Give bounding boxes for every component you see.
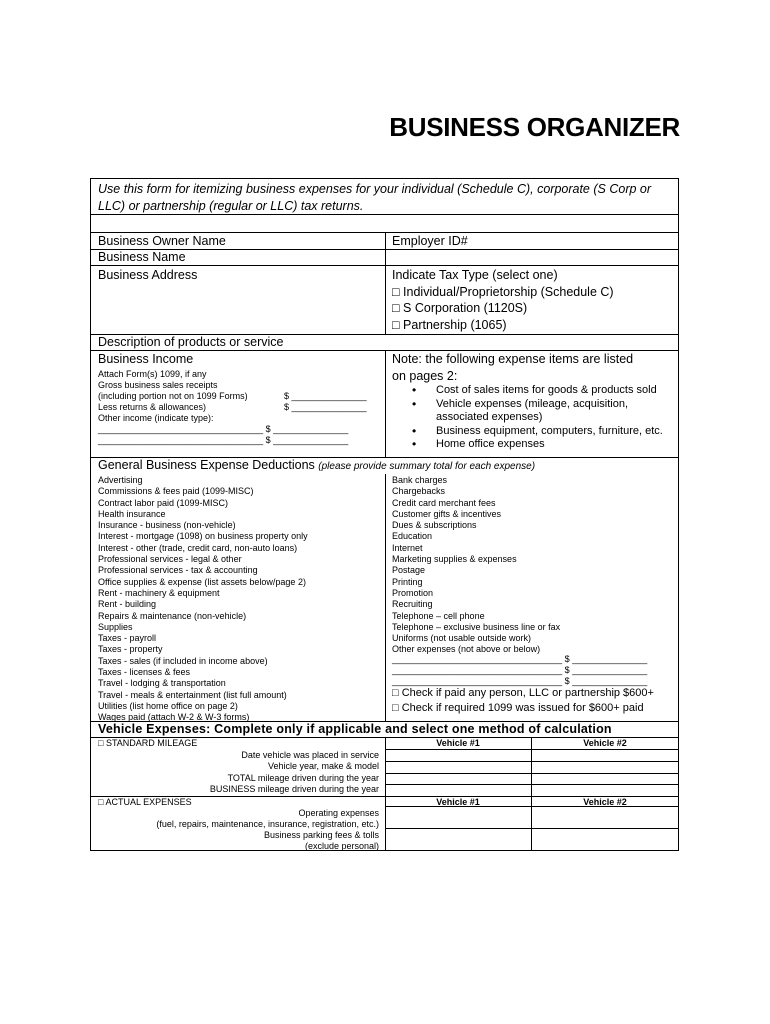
right-expense-list bbox=[392, 475, 560, 656]
list-item: associated expenses) bbox=[436, 411, 543, 423]
list-item: Interest - mortgage (1098) on business property only bbox=[98, 531, 308, 542]
list-item: Uniforms (not usable outside work) bbox=[392, 633, 532, 644]
vehicle-1-header: Vehicle #1 bbox=[436, 797, 480, 807]
list-item: • Business equipment, computers, furniture, etc. bbox=[392, 425, 663, 439]
list-item: Commissions & fees paid (1099-MISC) bbox=[98, 486, 254, 497]
list-item: Wages paid (attach W-2 & W-3 forms) bbox=[98, 712, 250, 723]
vehicle-row-label: Vehicle year, make & model bbox=[267, 761, 379, 771]
vehicle-1-header: Vehicle #1 bbox=[436, 738, 480, 748]
list-item: Education bbox=[392, 531, 433, 542]
list-item: Taxes - property bbox=[98, 644, 163, 655]
list-item: Insurance - business (non-vehicle) bbox=[98, 520, 236, 531]
list-item: Travel - meals & entertainment (list full amount) bbox=[98, 689, 287, 700]
list-item: Rent - building bbox=[98, 599, 157, 610]
note-list bbox=[392, 384, 663, 452]
other-income-field-2[interactable]: _________________________________ $ _______________ bbox=[98, 435, 349, 445]
list-item: Recruiting bbox=[392, 599, 433, 610]
list-item: Taxes - payroll bbox=[98, 633, 157, 644]
list-item: Telephone – exclusive business line or fax bbox=[392, 621, 561, 632]
vehicle-2-header: Vehicle #2 bbox=[583, 797, 627, 807]
list-item: Taxes - sales (if included in income above) bbox=[98, 655, 268, 666]
business-income-heading: Business Income bbox=[98, 352, 194, 366]
standard-mileage-option[interactable]: □ STANDARD MILEAGE bbox=[98, 738, 198, 748]
other-income-field-1[interactable]: _________________________________ $ _______________ bbox=[98, 424, 349, 434]
list-item: • Home office expenses bbox=[392, 438, 663, 452]
deductions-heading: General Business Expense Deductions (please provide summary total for each expense) bbox=[98, 458, 536, 472]
list-item: Travel - lodging & transportation bbox=[98, 678, 226, 689]
list-item: Other expenses (not above or below) bbox=[392, 644, 541, 655]
list-item: Customer gifts & incentives bbox=[392, 508, 502, 519]
list-item: Supplies bbox=[98, 621, 133, 632]
business-organizer-form bbox=[90, 178, 679, 851]
business-owner-name-label: Business Owner Name bbox=[98, 234, 226, 248]
tax-type-heading: Indicate Tax Type (select one) bbox=[392, 268, 558, 282]
list-item: Advertising bbox=[98, 475, 143, 485]
note-heading-line-1: Note: the following expense items are listed bbox=[392, 352, 634, 366]
left-expense-list bbox=[98, 475, 308, 724]
income-line-including: (including portion not on 1099 Forms) bbox=[98, 391, 248, 401]
actual-expenses-option[interactable]: □ ACTUAL EXPENSES bbox=[98, 797, 192, 807]
check-paid-600[interactable]: □ Check if paid any person, LLC or partnership $600+ bbox=[392, 687, 654, 699]
list-item: Health insurance bbox=[98, 508, 166, 519]
description-label: Description of products or service bbox=[98, 335, 284, 349]
income-line-returns: Less returns & allowances) bbox=[98, 402, 207, 412]
page-title: BUSINESS ORGANIZER bbox=[389, 112, 680, 142]
list-item: Promotion bbox=[392, 587, 434, 598]
checkbox-icon[interactable]: □ bbox=[392, 285, 400, 299]
checkbox-icon[interactable]: □ bbox=[98, 738, 104, 748]
vehicle-2-header: Vehicle #2 bbox=[583, 738, 627, 748]
list-item: • Vehicle expenses (mileage, acquisition, bbox=[392, 398, 663, 412]
employer-id-label: Employer ID# bbox=[392, 234, 468, 248]
list-item: Repairs & maintenance (non-vehicle) bbox=[98, 610, 247, 621]
business-name-label: Business Name bbox=[98, 250, 186, 264]
list-item: Rent - machinery & equipment bbox=[98, 587, 220, 598]
intro-text: Use this form for itemizing business expenses for your individual (Schedule C), corporate (S Corp or LLC) or partnership (regular or LLC) tax returns. bbox=[98, 182, 652, 213]
checkbox-icon[interactable]: □ bbox=[392, 687, 399, 699]
tax-type-option-individual[interactable]: □ Individual/Proprietorship (Schedule C) bbox=[392, 285, 614, 299]
list-item: • Cost of sales items for goods & products sold bbox=[392, 384, 663, 398]
vehicle-row-label: (exclude personal) bbox=[304, 841, 379, 851]
checkbox-icon[interactable]: □ bbox=[98, 797, 104, 807]
list-item: Bank charges bbox=[392, 475, 448, 485]
vehicle-row-label: Date vehicle was placed in service bbox=[241, 750, 379, 760]
list-item: Printing bbox=[392, 576, 423, 587]
tax-type-option-partnership[interactable]: □ Partnership (1065) bbox=[392, 318, 507, 332]
income-line-other: Other income (indicate type): bbox=[98, 413, 214, 423]
note-heading-line-2: on pages 2: bbox=[392, 369, 458, 383]
list-item: Marketing supplies & expenses bbox=[392, 554, 517, 565]
vehicle-row-label: (fuel, repairs, maintenance, insurance, registration, etc.) bbox=[156, 819, 379, 829]
checkbox-icon[interactable]: □ bbox=[392, 318, 400, 332]
check-1099-issued[interactable]: □ Check if required 1099 was issued for $600+ paid bbox=[392, 702, 644, 714]
list-item: Professional services - tax & accounting bbox=[98, 565, 258, 576]
list-item: Office supplies & expense (list assets below/page 2) bbox=[98, 576, 306, 587]
list-item: Interest - other (trade, credit card, non-auto loans) bbox=[98, 542, 298, 553]
list-item: Utilities (list home office on page 2) bbox=[98, 700, 238, 711]
other-expense-field-2[interactable]: __________________________________ $ _______________ bbox=[392, 665, 648, 675]
list-item: Contract labor paid (1099-MISC) bbox=[98, 497, 229, 508]
list-item: Telephone – cell phone bbox=[392, 610, 485, 621]
income-line-attach: Attach Form(s) 1099, if any bbox=[98, 369, 207, 379]
tax-type-option-s-corp[interactable]: □ S Corporation (1120S) bbox=[392, 301, 528, 315]
other-expense-field-1[interactable]: __________________________________ $ _______________ bbox=[392, 654, 648, 664]
gross-amount-field[interactable]: $ _______________ bbox=[284, 391, 367, 401]
list-item: Postage bbox=[392, 565, 426, 576]
checkbox-icon[interactable]: □ bbox=[392, 301, 400, 315]
other-expense-field-3[interactable]: __________________________________ $ _______________ bbox=[392, 676, 648, 686]
vehicle-row-label: Business parking fees & tolls bbox=[263, 830, 379, 840]
list-item: Credit card merchant fees bbox=[392, 497, 496, 508]
vehicle-row-label: TOTAL mileage driven during the year bbox=[227, 773, 379, 783]
vehicle-row-label: BUSINESS mileage driven during the year bbox=[209, 784, 379, 794]
checkbox-icon[interactable]: □ bbox=[392, 702, 399, 714]
returns-amount-field[interactable]: $ _______________ bbox=[284, 402, 367, 412]
list-item: Taxes - licenses & fees bbox=[98, 667, 191, 678]
list-item: Chargebacks bbox=[392, 486, 446, 497]
vehicle-row-label: Operating expenses bbox=[298, 808, 379, 818]
business-address-label: Business Address bbox=[98, 268, 198, 282]
list-item: Professional services - legal & other bbox=[98, 554, 242, 565]
income-line-gross: Gross business sales receipts bbox=[98, 380, 218, 390]
list-item: Internet bbox=[392, 542, 423, 553]
vehicle-expenses-heading: Vehicle Expenses: Complete only if applicable and select one method of calculation bbox=[98, 722, 612, 736]
list-item: Dues & subscriptions bbox=[392, 520, 477, 531]
